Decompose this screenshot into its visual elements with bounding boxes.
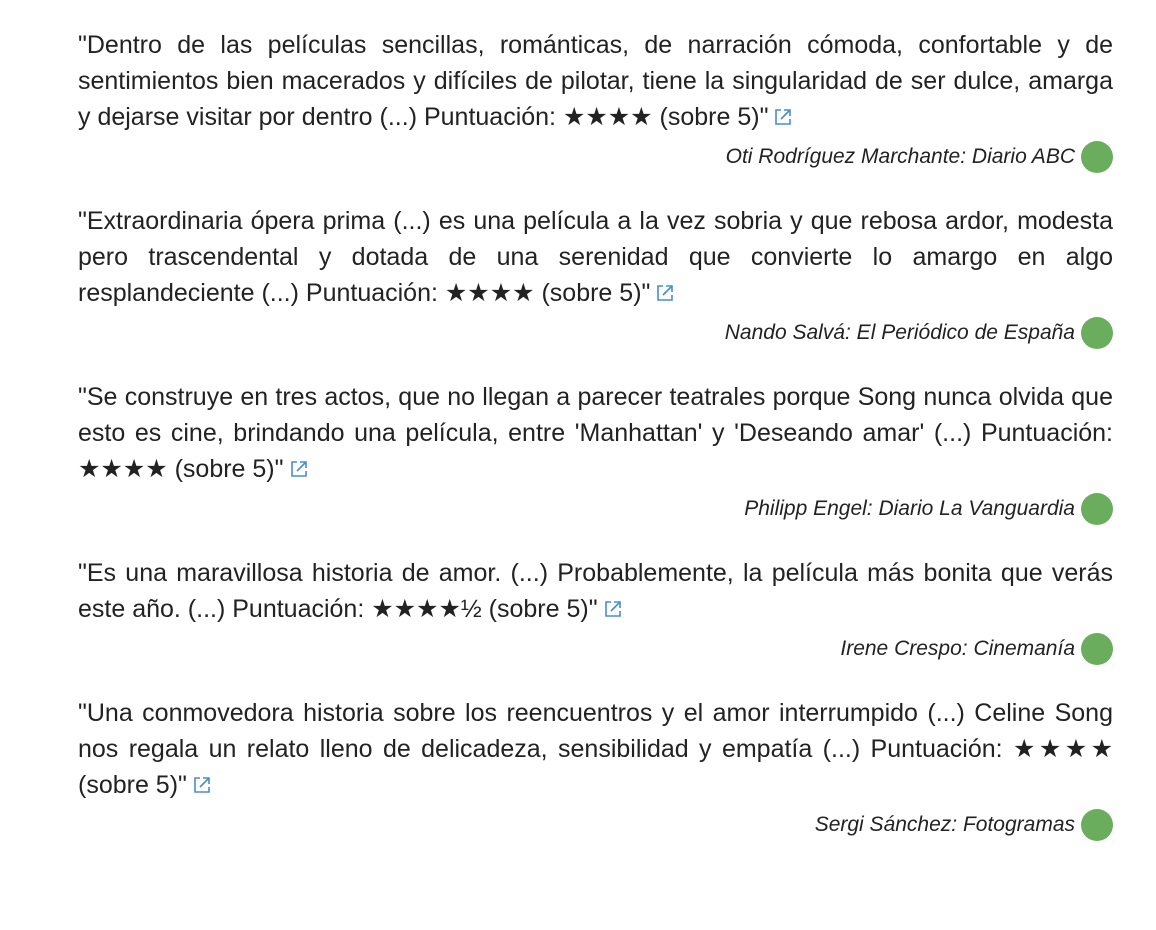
review-quote — [78, 27, 1113, 135]
review-quote — [78, 203, 1113, 311]
external-link-icon[interactable] — [191, 774, 213, 796]
review-quote-text: "Dentro de las películas sencillas, románticas, de narración cómoda, confortable y de sentimientos bien macerados y difíciles de pilotar, tiene la singularidad de ser dulce, amarga y dejarse visitar por dentro (...) Puntuación: ★★★★ (sobre 5)" — [78, 31, 1113, 131]
review-quote — [78, 555, 1113, 627]
review-item — [78, 27, 1113, 173]
review-attribution — [78, 317, 1113, 349]
review-quote-text: "Se construye en tres actos, que no llegan a parecer teatrales porque Song nunca olvida que esto es cine, brindando una película, entre 'Manhattan' y 'Deseando amar' (...) Puntuación: ★★★★ (sobre 5)" — [78, 383, 1113, 483]
review-item — [78, 379, 1113, 525]
review-attribution — [78, 141, 1113, 173]
positive-rating-dot-icon — [1081, 317, 1113, 349]
review-author: Philipp Engel: Diario La Vanguardia — [744, 497, 1075, 520]
review-author: Nando Salvá: El Periódico de España — [724, 321, 1075, 344]
positive-rating-dot-icon — [1081, 809, 1113, 841]
external-link-icon[interactable] — [772, 106, 794, 128]
critic-reviews-list — [78, 27, 1113, 871]
review-quote-text: "Es una maravillosa historia de amor. (...) Probablemente, la película más bonita que verás este año. (...) Puntuación: ★★★★½ (sobre 5)" — [78, 559, 1113, 623]
review-quote-text: "Una conmovedora historia sobre los reencuentros y el amor interrumpido (...) Celine Song nos regala un relato lleno de delicadeza, sensibilidad y empatía (...) Puntuación: ★★★★ (sobre 5)" — [78, 699, 1113, 799]
review-item — [78, 695, 1113, 841]
review-quote — [78, 379, 1113, 487]
review-attribution — [78, 493, 1113, 525]
positive-rating-dot-icon — [1081, 141, 1113, 173]
review-quote — [78, 695, 1113, 803]
review-attribution — [78, 633, 1113, 665]
review-quote-text: "Extraordinaria ópera prima (...) es una película a la vez sobria y que rebosa ardor, modesta pero trascendental y dotada de una serenidad que convierte lo amargo en algo resplandeciente (...) Puntuación: ★★★★ (sobre 5)" — [78, 207, 1113, 307]
review-author: Sergi Sánchez: Fotogramas — [814, 813, 1075, 836]
positive-rating-dot-icon — [1081, 633, 1113, 665]
review-item — [78, 203, 1113, 349]
review-attribution — [78, 809, 1113, 841]
external-link-icon[interactable] — [288, 458, 310, 480]
review-author: Irene Crespo: Cinemanía — [840, 637, 1075, 660]
external-link-icon[interactable] — [654, 282, 676, 304]
review-item — [78, 555, 1113, 665]
review-author: Oti Rodríguez Marchante: Diario ABC — [725, 145, 1075, 168]
positive-rating-dot-icon — [1081, 493, 1113, 525]
external-link-icon[interactable] — [602, 598, 624, 620]
